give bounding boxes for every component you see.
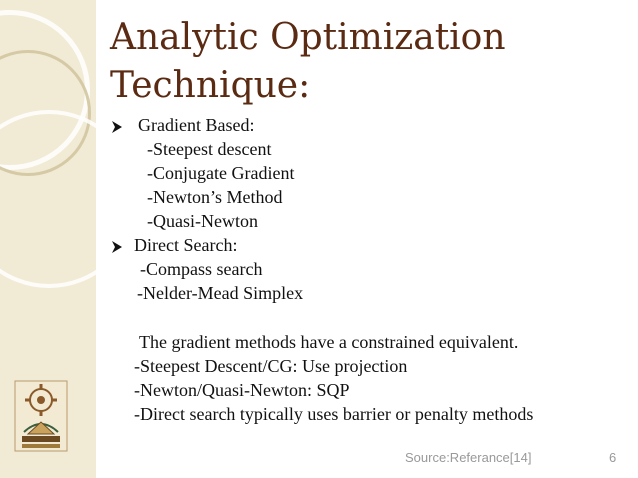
bullet-label: Gradient Based: [138,115,255,135]
list-item: -Nelder-Mead Simplex [137,283,304,303]
list-item: -Quasi-Newton [147,211,258,231]
list-item: -Conjugate Gradient [147,163,295,183]
footer-source: Source:Referance[14] [405,450,532,465]
paragraph-text: The gradient methods have a constrained equivalent. [139,332,519,352]
list-item: -Compass search [140,259,263,279]
institution-emblem-icon [14,380,68,452]
arrow-bullet-icon [112,241,122,253]
arrow-bullet-icon [112,121,122,133]
list-item: -Steepest descent [147,139,272,159]
page-number: 6 [609,450,617,465]
title-line-2: Technique: [110,65,311,106]
list-item: -Newton’s Method [147,187,283,207]
note-line: -Newton/Quasi-Newton: SQP [134,380,350,400]
title-line-1: Analytic Optimization [110,17,506,58]
slide-title [110,14,630,110]
note-line: -Direct search typically uses barrier or penalty methods [134,404,534,424]
panel-divider [96,0,100,478]
bullet-label: Direct Search: [134,235,238,255]
note-line: -Steepest Descent/CG: Use projection [134,356,408,376]
decorative-ring [0,110,100,288]
